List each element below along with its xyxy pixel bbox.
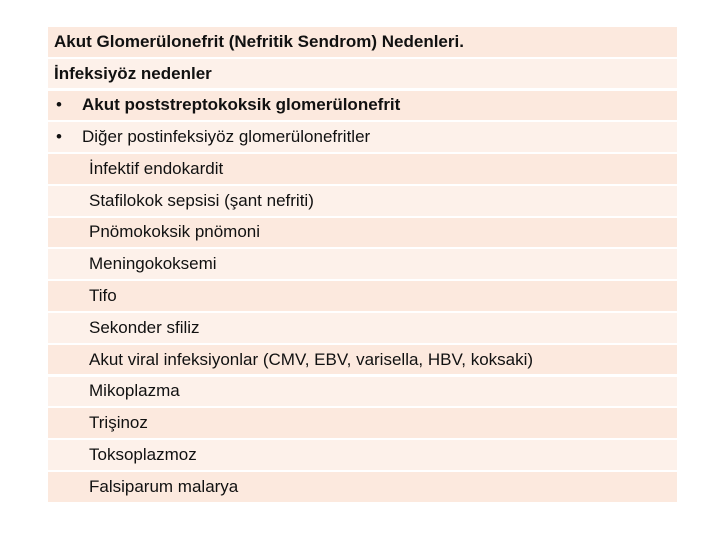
sub-item-text: Falsiparum malarya — [89, 476, 239, 496]
table-title: Akut Glomerülonefrit (Nefritik Sendrom) Nedenleri. — [54, 31, 464, 51]
bullet-icon: • — [56, 127, 62, 147]
sub-item-row — [48, 408, 677, 438]
sub-item-text: Akut viral infeksiyonlar (CMV, EBV, varisella, HBV, koksaki) — [89, 349, 534, 369]
bullet-text: Akut poststreptokoksik glomerülonefrit — [82, 95, 401, 115]
sub-item-row — [48, 377, 677, 407]
sub-item-text: Sekonder sfiliz — [89, 317, 200, 337]
sub-item-text: Trişinoz — [89, 413, 148, 433]
sub-item-row — [48, 345, 677, 375]
bullet-row — [48, 122, 677, 152]
sub-item-row — [48, 154, 677, 184]
sub-item-row — [48, 186, 677, 216]
bullet-icon: • — [56, 95, 62, 115]
sub-item-text: İnfektif endokardit — [89, 158, 224, 178]
sub-item-text: Stafilokok sepsisi (şant nefriti) — [89, 190, 314, 210]
sub-item-row — [48, 218, 677, 248]
table-title-row — [48, 27, 677, 57]
bullet-row — [48, 91, 677, 121]
sub-item-row — [48, 249, 677, 279]
bullet-text: Diğer postinfeksiyöz glomerülonefritler — [82, 127, 371, 147]
sub-item-text: Tifo — [89, 286, 117, 306]
sub-item-row — [48, 440, 677, 470]
sub-item-text: Meningokoksemi — [89, 254, 217, 274]
causes-table — [48, 27, 677, 504]
sub-item-text: Mikoplazma — [89, 381, 180, 401]
sub-item-row — [48, 472, 677, 502]
sub-item-row — [48, 281, 677, 311]
sub-item-text: Pnömokoksik pnömoni — [89, 222, 261, 242]
section-heading-row — [48, 59, 677, 89]
section-heading: İnfeksiyöz nedenler — [54, 63, 212, 83]
sub-item-text: Toksoplazmoz — [89, 444, 197, 464]
sub-item-row — [48, 313, 677, 343]
